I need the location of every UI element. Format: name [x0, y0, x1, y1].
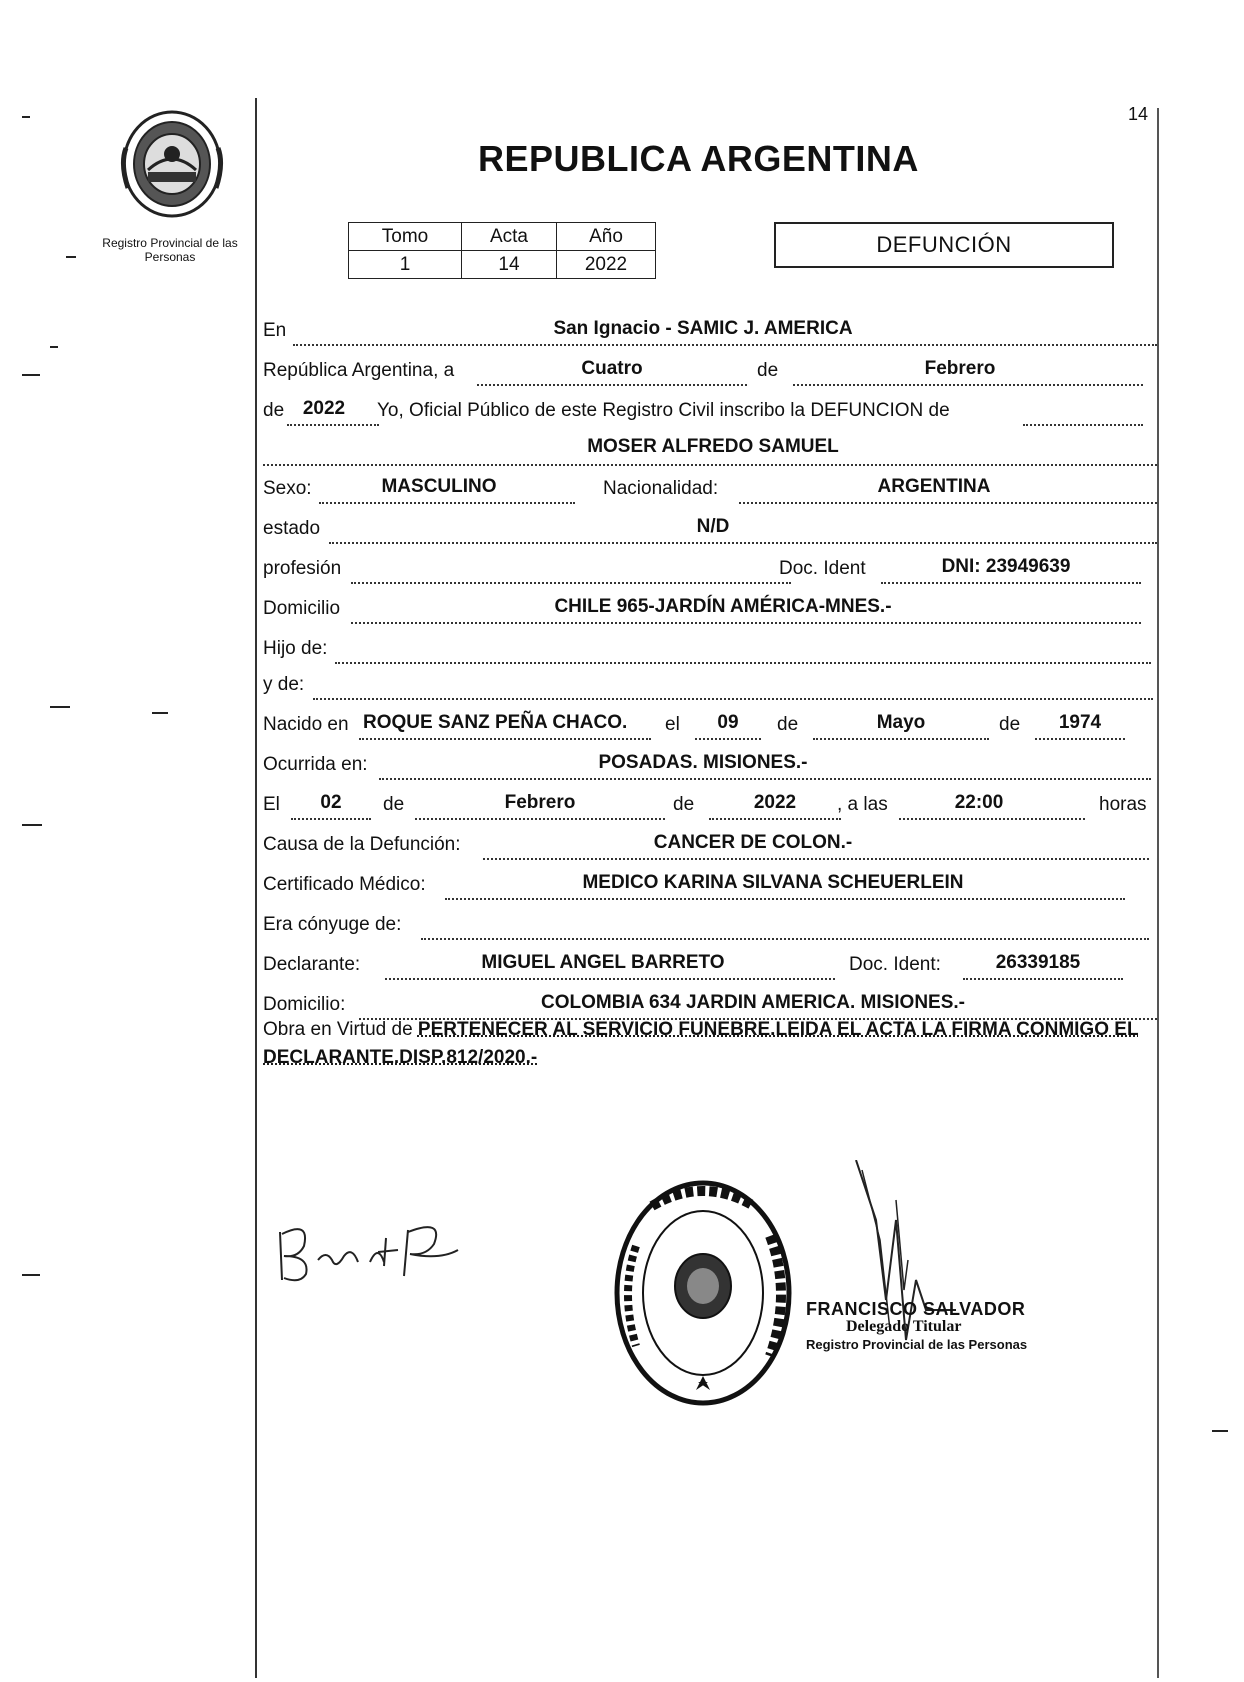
- dotted-line: [793, 384, 1143, 386]
- official-block: [806, 1300, 1027, 1354]
- declarante-doc-label: Doc. Ident:: [849, 954, 941, 975]
- hijo-label: Hijo de:: [263, 638, 328, 659]
- profesion-label: profesión: [263, 558, 342, 579]
- birth-de-1: de: [777, 714, 799, 735]
- death-year: 2022: [753, 792, 797, 813]
- row-profesion: [263, 558, 1157, 586]
- obra-label: Obra en Virtud de: [263, 1019, 413, 1040]
- nacionalidad-value: ARGENTINA: [877, 476, 991, 497]
- birth-day: 09: [717, 712, 739, 733]
- death-el-label: El: [263, 794, 280, 815]
- dotted-line: [379, 778, 1151, 780]
- margin-mark: [50, 346, 58, 348]
- margin-mark: [152, 712, 168, 714]
- death-de-1: de: [383, 794, 405, 815]
- conyuge-label: Era cónyuge de:: [263, 914, 402, 935]
- dotted-line: [291, 818, 371, 820]
- official-name: FRANCISCO SALVADOR: [806, 1299, 1026, 1319]
- margin-mark: [22, 824, 42, 826]
- act-header-acta: Acta: [462, 223, 557, 251]
- dotted-line: [319, 502, 575, 504]
- dotted-line: [709, 818, 841, 820]
- nacionalidad-label: Nacionalidad:: [603, 478, 719, 499]
- margin-mark: [1212, 1430, 1228, 1432]
- domicilio2-label: Domicilio:: [263, 994, 346, 1015]
- page-title: REPUBLICA ARGENTINA: [478, 138, 919, 179]
- obra-value: PERTENECER AL SERVICIO FUNEBRE.LEIDA EL ACTA LA FIRMA CONMIGO EL DECLARANTE.DISP.812/2020.-: [263, 1019, 1139, 1068]
- dotted-line: [313, 698, 1153, 700]
- birth-month: Mayo: [876, 712, 926, 733]
- causa-label: Causa de la Defunción:: [263, 834, 461, 855]
- nacido-value: ROQUE SANZ PEÑA CHACO.: [363, 712, 628, 733]
- declarant-signature-icon: [274, 1210, 474, 1290]
- estado-label: estado: [263, 518, 321, 539]
- yde-label: y de:: [263, 674, 305, 695]
- domicilio-label: Domicilio: [263, 598, 341, 619]
- death-day: 02: [320, 792, 342, 813]
- act-value-ano: 2022: [557, 251, 656, 279]
- row-en: [263, 320, 1157, 348]
- dotted-line: [351, 622, 1141, 624]
- declarante-value: MIGUEL ANGEL BARRETO: [481, 952, 725, 973]
- margin-mark: [22, 374, 40, 376]
- birth-year: 1974: [1058, 712, 1102, 733]
- dotted-line: [359, 738, 651, 740]
- official-role: Delegado Titular: [846, 1318, 962, 1335]
- obra-paragraph: [263, 1016, 1157, 1072]
- left-margin-rule: [255, 98, 257, 1678]
- dotted-line: [351, 582, 791, 584]
- death-time: 22:00: [954, 792, 1004, 813]
- dotted-line: [445, 898, 1125, 900]
- dotted-line: [899, 818, 1085, 820]
- death-de-2: de: [673, 794, 695, 815]
- act-value-tomo: 1: [349, 251, 462, 279]
- dotted-line: [813, 738, 989, 740]
- declarante-doc-value: 26339185: [995, 952, 1081, 973]
- dotted-line: [335, 662, 1151, 664]
- domicilio2-value: COLOMBIA 634 JARDIN AMERICA. MISIONES.-: [540, 992, 966, 1013]
- dotted-line: [483, 858, 1149, 860]
- row-fecha: [263, 360, 1157, 388]
- row-yde: [263, 674, 1157, 702]
- year-value: 2022: [302, 398, 346, 419]
- row-nacido: [263, 714, 1157, 742]
- official-org: Registro Provincial de las Personas: [806, 1337, 1028, 1352]
- dotted-line: [881, 582, 1141, 584]
- dotted-line: [293, 344, 1157, 346]
- dotted-line: [739, 502, 1157, 504]
- act-header-tomo: Tomo: [349, 223, 462, 251]
- dotted-line: [329, 542, 1157, 544]
- provincial-seal-icon: [118, 108, 226, 220]
- row-name: [263, 438, 1157, 466]
- republica-label: República Argentina, a: [263, 360, 455, 381]
- row-domicilio: [263, 598, 1157, 626]
- causa-value: CANCER DE COLON.-: [653, 832, 853, 853]
- month-value: Febrero: [924, 358, 996, 379]
- certificado-value: MEDICO KARINA SILVANA SCHEUERLEIN: [582, 872, 964, 893]
- sexo-label: Sexo:: [263, 478, 312, 499]
- document-type-box: DEFUNCIÓN: [774, 222, 1114, 268]
- en-value: San Ignacio - SAMIC J. AMERICA: [553, 318, 853, 339]
- row-sexo: [263, 478, 1157, 506]
- official-stamp-icon: [612, 1176, 794, 1410]
- name-value: MOSER ALFREDO SAMUEL: [587, 436, 839, 457]
- page-number: 14: [1128, 104, 1149, 124]
- dotted-line: [695, 738, 761, 740]
- doc-ident-label: Doc. Ident: [779, 558, 866, 579]
- row-causa: [263, 834, 1157, 862]
- right-margin-rule: [1157, 108, 1159, 1678]
- day-value: Cuatro: [581, 358, 643, 379]
- dotted-line: [415, 818, 665, 820]
- horas-label: horas: [1099, 794, 1147, 815]
- row-declarante: [263, 954, 1157, 982]
- declarante-label: Declarante:: [263, 954, 361, 975]
- de-label: de: [757, 360, 779, 381]
- dotted-line: [421, 938, 1149, 940]
- act-table: [348, 222, 656, 279]
- dotted-line: [263, 464, 1157, 466]
- alas-label: , a las: [837, 794, 888, 815]
- el-label: el: [665, 714, 680, 735]
- dotted-line: [385, 978, 835, 980]
- nacido-label: Nacido en: [263, 714, 349, 735]
- row-conyuge: [263, 914, 1157, 942]
- en-label: En: [263, 320, 287, 341]
- registro-label: Registro Provincial de las Personas: [102, 236, 238, 264]
- ocurrida-value: POSADAS. MISIONES.-: [598, 752, 808, 773]
- ocurrida-label: Ocurrida en:: [263, 754, 368, 775]
- domicilio-value: CHILE 965-JARDÍN AMÉRICA-MNES.-: [554, 596, 892, 617]
- row-inscribo: [263, 400, 1157, 428]
- margin-mark: [22, 1274, 40, 1276]
- certificado-label: Certificado Médico:: [263, 874, 426, 895]
- inscribo-text: Yo, Oficial Público de este Registro Civil inscribo la DEFUNCION de: [377, 400, 950, 421]
- doc-ident-value: DNI: 23949639: [941, 556, 1071, 577]
- sexo-value: MASCULINO: [381, 476, 497, 497]
- de-label-2: de: [263, 400, 285, 421]
- row-hijo: [263, 638, 1157, 666]
- row-estado: [263, 518, 1157, 546]
- death-month: Febrero: [504, 792, 576, 813]
- row-certificado: [263, 874, 1157, 902]
- dotted-line: [1035, 738, 1125, 740]
- margin-mark: [66, 256, 76, 258]
- dotted-line: [287, 424, 379, 426]
- dotted-line: [963, 978, 1123, 980]
- row-ocurrida: [263, 754, 1157, 782]
- margin-mark: [22, 116, 30, 118]
- birth-de-2: de: [999, 714, 1021, 735]
- dotted-line: [1023, 424, 1143, 426]
- dotted-line: [477, 384, 747, 386]
- act-header-ano: Año: [557, 223, 656, 251]
- row-fecha-defuncion: [263, 794, 1157, 822]
- act-value-acta: 14: [462, 251, 557, 279]
- estado-value: N/D: [696, 516, 730, 537]
- margin-mark: [50, 706, 70, 708]
